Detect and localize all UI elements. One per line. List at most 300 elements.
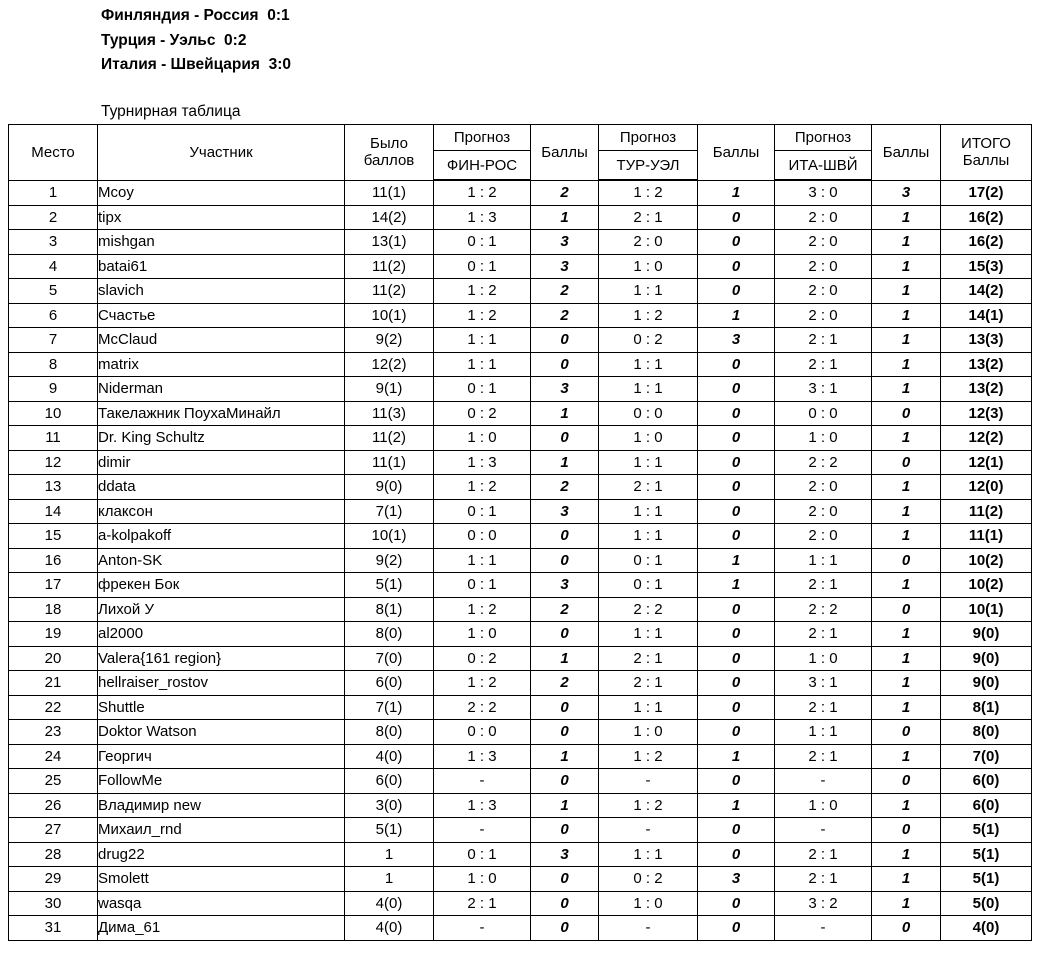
cell-participant: hellraiser_rostov [98,671,345,696]
cell-points-1: 0 [531,818,599,843]
cell-points-3: 0 [872,720,941,745]
cell-participant: al2000 [98,622,345,647]
cell-points-3: 1 [872,891,941,916]
cell-points-3: 1 [872,867,941,892]
cell-place: 6 [9,303,98,328]
cell-points-1: 2 [531,279,599,304]
header-match-2: ТУР-УЭЛ [599,151,698,181]
table-row [9,671,1032,696]
cell-forecast-3: 2 : 1 [775,328,872,353]
cell-forecast-2: 1 : 1 [599,695,698,720]
cell-forecast-2: 2 : 0 [599,230,698,255]
cell-forecast-2: 0 : 2 [599,328,698,353]
cell-points-2: 1 [698,793,775,818]
cell-forecast-1: 1 : 0 [434,867,531,892]
header-match-1: ФИН-РОС [434,151,531,181]
cell-points-2: 0 [698,377,775,402]
cell-forecast-3: 2 : 0 [775,230,872,255]
cell-had-points: 10(1) [345,303,434,328]
cell-forecast-2: 1 : 1 [599,377,698,402]
cell-points-3: 1 [872,622,941,647]
cell-points-1: 1 [531,450,599,475]
cell-participant: Anton-SK [98,548,345,573]
cell-had-points: 9(0) [345,475,434,500]
cell-forecast-1: 1 : 2 [434,303,531,328]
cell-total: 14(1) [941,303,1032,328]
cell-forecast-3: 0 : 0 [775,401,872,426]
cell-had-points: 12(2) [345,352,434,377]
standings-table [8,124,1032,941]
cell-forecast-3: 2 : 0 [775,524,872,549]
cell-forecast-2: 1 : 1 [599,524,698,549]
cell-points-1: 1 [531,646,599,671]
match-result-3: Италия - Швейцария 3:0 [101,56,291,73]
cell-forecast-2: 1 : 1 [599,842,698,867]
table-row [9,524,1032,549]
cell-points-2: 0 [698,818,775,843]
cell-forecast-2: - [599,916,698,941]
cell-had-points: 11(1) [345,180,434,205]
cell-total: 9(0) [941,646,1032,671]
cell-points-1: 0 [531,769,599,794]
cell-forecast-1: 1 : 1 [434,352,531,377]
cell-participant: Niderman [98,377,345,402]
cell-forecast-1: 2 : 1 [434,891,531,916]
cell-forecast-2: 1 : 0 [599,254,698,279]
cell-had-points: 6(0) [345,769,434,794]
cell-forecast-1: 1 : 3 [434,744,531,769]
cell-place: 22 [9,695,98,720]
cell-points-3: 0 [872,401,941,426]
cell-forecast-2: 1 : 2 [599,180,698,205]
cell-participant: Valera{161 region} [98,646,345,671]
cell-forecast-3: 2 : 0 [775,499,872,524]
cell-had-points: 9(2) [345,548,434,573]
cell-points-1: 0 [531,720,599,745]
cell-forecast-3: 2 : 0 [775,254,872,279]
cell-total: 5(0) [941,891,1032,916]
cell-forecast-2: 1 : 0 [599,891,698,916]
cell-participant: Лихой У [98,597,345,622]
cell-forecast-3: 2 : 2 [775,597,872,622]
cell-participant: wasqa [98,891,345,916]
cell-points-2: 1 [698,573,775,598]
cell-points-1: 0 [531,548,599,573]
cell-points-3: 0 [872,548,941,573]
cell-forecast-2: - [599,769,698,794]
cell-points-3: 0 [872,450,941,475]
cell-total: 13(2) [941,377,1032,402]
cell-forecast-2: 1 : 1 [599,450,698,475]
cell-points-3: 1 [872,695,941,720]
cell-forecast-1: 2 : 2 [434,695,531,720]
cell-forecast-1: 0 : 1 [434,499,531,524]
cell-had-points: 7(1) [345,695,434,720]
cell-forecast-1: 0 : 1 [434,377,531,402]
cell-had-points: 11(2) [345,426,434,451]
table-row [9,769,1032,794]
cell-total: 9(0) [941,671,1032,696]
table-row [9,230,1032,255]
cell-forecast-3: 2 : 0 [775,205,872,230]
cell-participant: tipx [98,205,345,230]
table-row [9,793,1032,818]
cell-forecast-1: 1 : 2 [434,279,531,304]
header-forecast-2: Прогноз [599,125,698,151]
cell-had-points: 11(2) [345,254,434,279]
cell-points-3: 1 [872,279,941,304]
cell-forecast-3: 1 : 1 [775,548,872,573]
cell-had-points: 7(1) [345,499,434,524]
cell-forecast-1: - [434,916,531,941]
table-row [9,475,1032,500]
table-row [9,916,1032,941]
header-participant: Участник [98,125,345,181]
cell-had-points: 8(1) [345,597,434,622]
cell-points-3: 0 [872,769,941,794]
cell-forecast-2: 1 : 0 [599,426,698,451]
cell-points-1: 3 [531,573,599,598]
cell-forecast-1: 1 : 3 [434,793,531,818]
cell-forecast-2: 2 : 1 [599,671,698,696]
cell-points-3: 3 [872,180,941,205]
cell-had-points: 5(1) [345,818,434,843]
cell-forecast-3: - [775,916,872,941]
cell-points-1: 0 [531,328,599,353]
table-row [9,401,1032,426]
header-had-line2: баллов [363,152,415,170]
table-row [9,254,1032,279]
cell-total: 6(0) [941,793,1032,818]
cell-total: 12(0) [941,475,1032,500]
cell-forecast-1: 0 : 0 [434,524,531,549]
cell-forecast-2: 1 : 2 [599,793,698,818]
cell-forecast-1: 1 : 2 [434,597,531,622]
cell-forecast-3: 2 : 1 [775,695,872,720]
cell-forecast-3: 1 : 1 [775,720,872,745]
cell-forecast-1: 0 : 1 [434,254,531,279]
cell-points-3: 1 [872,426,941,451]
table-row [9,720,1032,745]
cell-forecast-1: 1 : 0 [434,426,531,451]
cell-points-3: 1 [872,499,941,524]
cell-points-1: 0 [531,867,599,892]
table-row [9,499,1032,524]
cell-had-points: 9(2) [345,328,434,353]
cell-points-1: 3 [531,377,599,402]
table-header [9,125,1032,181]
cell-participant: McClaud [98,328,345,353]
cell-forecast-1: 1 : 3 [434,205,531,230]
cell-points-1: 3 [531,499,599,524]
cell-points-2: 0 [698,671,775,696]
cell-forecast-3: 2 : 1 [775,842,872,867]
cell-points-3: 1 [872,646,941,671]
cell-total: 6(0) [941,769,1032,794]
cell-total: 13(2) [941,352,1032,377]
cell-points-2: 1 [698,744,775,769]
cell-forecast-3: 2 : 2 [775,450,872,475]
cell-total: 15(3) [941,254,1032,279]
cell-forecast-3: 1 : 0 [775,426,872,451]
cell-place: 17 [9,573,98,598]
cell-points-2: 0 [698,279,775,304]
cell-had-points: 11(2) [345,279,434,304]
cell-forecast-2: 2 : 1 [599,475,698,500]
cell-total: 11(1) [941,524,1032,549]
cell-forecast-2: 0 : 1 [599,548,698,573]
table-row [9,646,1032,671]
cell-total: 8(1) [941,695,1032,720]
header-total-line1: ИТОГО [961,135,1011,153]
cell-forecast-1: 1 : 0 [434,622,531,647]
cell-points-2: 1 [698,303,775,328]
cell-points-3: 1 [872,671,941,696]
cell-total: 4(0) [941,916,1032,941]
cell-points-1: 0 [531,352,599,377]
cell-total: 7(0) [941,744,1032,769]
table-row [9,450,1032,475]
cell-forecast-1: 1 : 1 [434,548,531,573]
cell-place: 29 [9,867,98,892]
cell-forecast-2: - [599,818,698,843]
cell-forecast-3: 2 : 1 [775,744,872,769]
cell-place: 1 [9,180,98,205]
cell-points-3: 1 [872,842,941,867]
cell-had-points: 1 [345,842,434,867]
cell-points-2: 0 [698,720,775,745]
table-row [9,573,1032,598]
cell-forecast-2: 1 : 2 [599,744,698,769]
cell-points-3: 1 [872,254,941,279]
cell-points-1: 2 [531,671,599,696]
cell-place: 28 [9,842,98,867]
cell-points-1: 1 [531,793,599,818]
header-forecast-3: Прогноз [775,125,872,151]
cell-had-points: 11(1) [345,450,434,475]
table-row [9,279,1032,304]
cell-points-3: 1 [872,793,941,818]
cell-place: 27 [9,818,98,843]
cell-participant: Владимир new [98,793,345,818]
cell-points-3: 1 [872,352,941,377]
cell-place: 31 [9,916,98,941]
cell-points-1: 3 [531,230,599,255]
cell-forecast-3: 2 : 1 [775,622,872,647]
cell-forecast-2: 1 : 0 [599,720,698,745]
cell-had-points: 4(0) [345,916,434,941]
cell-points-2: 0 [698,254,775,279]
cell-total: 5(1) [941,867,1032,892]
match-results [101,4,291,78]
cell-place: 12 [9,450,98,475]
cell-forecast-3: - [775,769,872,794]
cell-had-points: 13(1) [345,230,434,255]
table-caption: Турнирная таблица [101,103,241,120]
header-points-2: Баллы [698,125,775,181]
cell-total: 10(1) [941,597,1032,622]
cell-had-points: 7(0) [345,646,434,671]
cell-total: 5(1) [941,842,1032,867]
cell-points-1: 2 [531,180,599,205]
cell-participant: ddata [98,475,345,500]
cell-points-2: 0 [698,769,775,794]
header-place: Место [9,125,98,181]
cell-points-2: 0 [698,622,775,647]
cell-forecast-3: 2 : 1 [775,573,872,598]
cell-forecast-1: 1 : 2 [434,671,531,696]
cell-total: 12(1) [941,450,1032,475]
cell-points-1: 0 [531,426,599,451]
cell-points-3: 0 [872,597,941,622]
cell-place: 2 [9,205,98,230]
table-row [9,695,1032,720]
cell-forecast-2: 1 : 1 [599,352,698,377]
cell-had-points: 10(1) [345,524,434,549]
cell-forecast-3: 2 : 0 [775,475,872,500]
cell-forecast-1: - [434,818,531,843]
table-row [9,180,1032,205]
cell-points-2: 0 [698,842,775,867]
cell-points-2: 0 [698,916,775,941]
cell-participant: Shuttle [98,695,345,720]
cell-forecast-1: 0 : 2 [434,646,531,671]
cell-forecast-2: 2 : 1 [599,205,698,230]
cell-place: 5 [9,279,98,304]
cell-forecast-3: 2 : 0 [775,303,872,328]
cell-forecast-3: 3 : 0 [775,180,872,205]
cell-forecast-3: 3 : 2 [775,891,872,916]
cell-forecast-1: 1 : 2 [434,475,531,500]
cell-place: 21 [9,671,98,696]
cell-place: 8 [9,352,98,377]
cell-participant: matrix [98,352,345,377]
table-body [9,180,1032,940]
cell-points-2: 0 [698,352,775,377]
cell-place: 19 [9,622,98,647]
cell-forecast-2: 1 : 1 [599,499,698,524]
cell-points-1: 2 [531,475,599,500]
match-result-1: Финляндия - Россия 0:1 [101,7,290,24]
header-forecast-1: Прогноз [434,125,531,151]
cell-points-3: 1 [872,744,941,769]
table-row [9,426,1032,451]
header-match-3: ИТА-ШВЙ [775,151,872,181]
cell-points-2: 0 [698,205,775,230]
cell-forecast-3: 2 : 1 [775,352,872,377]
cell-participant: Счастье [98,303,345,328]
cell-points-3: 0 [872,818,941,843]
table-row [9,842,1032,867]
cell-had-points: 3(0) [345,793,434,818]
cell-had-points: 9(1) [345,377,434,402]
cell-forecast-2: 1 : 1 [599,279,698,304]
cell-forecast-3: 3 : 1 [775,377,872,402]
table-row [9,622,1032,647]
cell-forecast-2: 1 : 1 [599,622,698,647]
cell-points-2: 3 [698,328,775,353]
cell-forecast-3: - [775,818,872,843]
cell-participant: slavich [98,279,345,304]
cell-total: 12(3) [941,401,1032,426]
cell-forecast-2: 1 : 2 [599,303,698,328]
cell-place: 24 [9,744,98,769]
cell-forecast-1: 0 : 1 [434,230,531,255]
cell-points-2: 0 [698,597,775,622]
cell-forecast-1: 0 : 1 [434,842,531,867]
cell-participant: фрекен Бок [98,573,345,598]
cell-points-2: 0 [698,695,775,720]
cell-participant: Георгич [98,744,345,769]
cell-points-2: 0 [698,401,775,426]
cell-points-2: 0 [698,426,775,451]
cell-points-2: 0 [698,450,775,475]
cell-participant: mishgan [98,230,345,255]
cell-participant: Smolett [98,867,345,892]
cell-points-3: 1 [872,205,941,230]
cell-forecast-2: 2 : 1 [599,646,698,671]
cell-points-1: 0 [531,622,599,647]
cell-forecast-1: 1 : 1 [434,328,531,353]
cell-place: 10 [9,401,98,426]
cell-place: 20 [9,646,98,671]
cell-forecast-3: 3 : 1 [775,671,872,696]
cell-place: 9 [9,377,98,402]
cell-participant: Михаил_rnd [98,818,345,843]
cell-points-3: 1 [872,303,941,328]
cell-forecast-2: 0 : 2 [599,867,698,892]
cell-points-2: 0 [698,499,775,524]
cell-points-2: 0 [698,891,775,916]
cell-had-points: 6(0) [345,671,434,696]
cell-place: 26 [9,793,98,818]
cell-points-1: 2 [531,303,599,328]
header-had-line1: Было [370,135,408,153]
cell-total: 12(2) [941,426,1032,451]
cell-place: 16 [9,548,98,573]
cell-forecast-3: 1 : 0 [775,793,872,818]
cell-had-points: 8(0) [345,622,434,647]
cell-total: 5(1) [941,818,1032,843]
match-result-2: Турция - Уэльс 0:2 [101,31,247,49]
cell-total: 10(2) [941,548,1032,573]
cell-forecast-1: 0 : 0 [434,720,531,745]
cell-participant: FollowMe [98,769,345,794]
cell-forecast-2: 0 : 1 [599,573,698,598]
cell-points-2: 1 [698,548,775,573]
cell-had-points: 8(0) [345,720,434,745]
header-points-1: Баллы [531,125,599,181]
cell-participant: клаксон [98,499,345,524]
header-total-line2: Баллы [962,152,1010,170]
header-points-3: Баллы [872,125,941,181]
cell-points-2: 0 [698,524,775,549]
cell-place: 13 [9,475,98,500]
cell-total: 10(2) [941,573,1032,598]
cell-forecast-1: 1 : 3 [434,450,531,475]
cell-had-points: 14(2) [345,205,434,230]
cell-total: 8(0) [941,720,1032,745]
cell-points-1: 1 [531,205,599,230]
cell-place: 11 [9,426,98,451]
cell-participant: Такелажник ПоухаМинайл [98,401,345,426]
cell-points-1: 0 [531,916,599,941]
cell-total: 16(2) [941,230,1032,255]
table-row [9,818,1032,843]
cell-total: 9(0) [941,622,1032,647]
cell-participant: a-kolpakoff [98,524,345,549]
cell-total: 11(2) [941,499,1032,524]
